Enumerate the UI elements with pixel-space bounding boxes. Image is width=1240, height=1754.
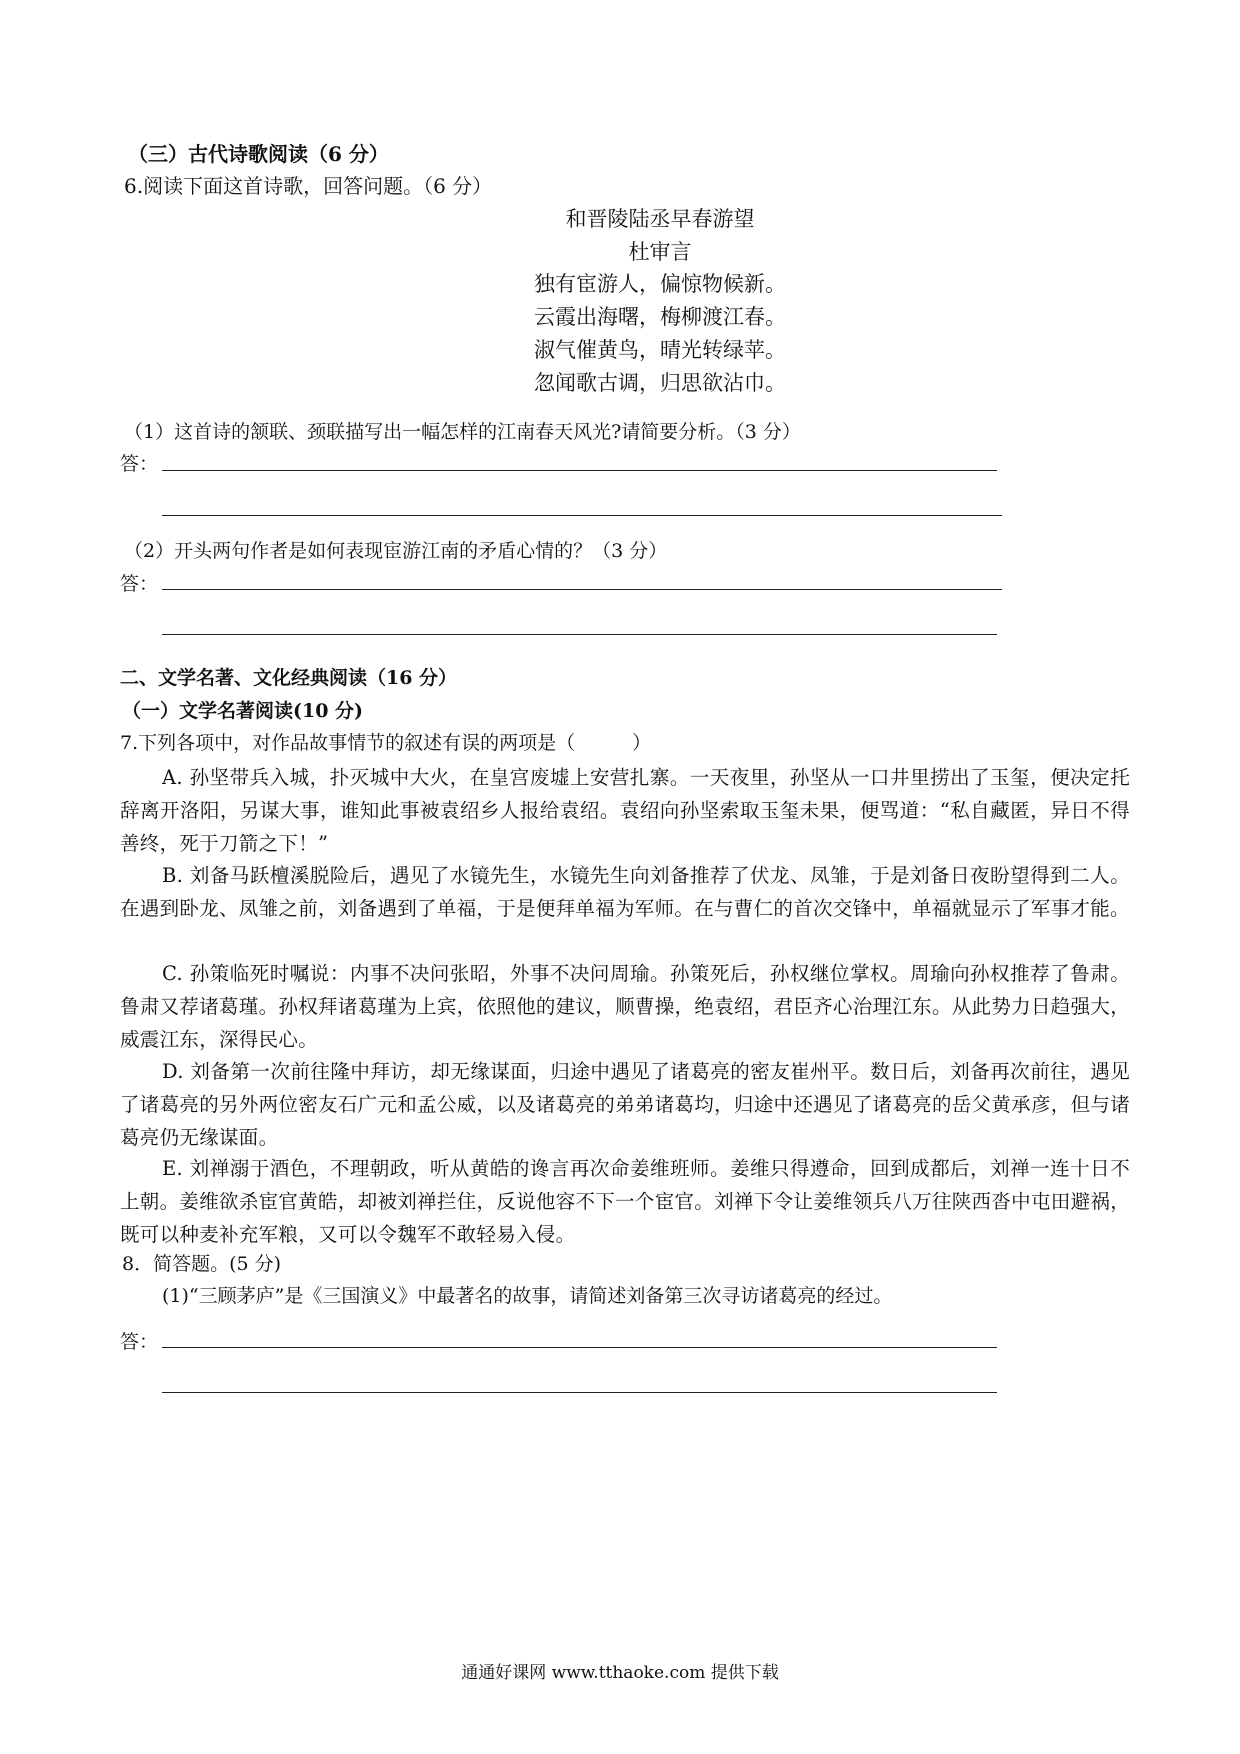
option-d: D. 刘备第一次前往隆中拜访，却无缘谋面，归途中遇见了诸葛亮的密友崔州平。数日后，刘备再次前往，遇见了诸葛亮的另外两位密友石广元和孟公威，以及诸葛亮的弟弟诸葛均，归途中还遇见了诸葛亮的岳父黄承彦，但与诸葛亮仍无缘谋面。 bbox=[120, 1060, 1130, 1149]
question-7: 7.下列各项中，对作品故事情节的叙述有误的两项是（ ） bbox=[120, 732, 652, 754]
answer-label: 答： bbox=[120, 1331, 159, 1353]
answer-line bbox=[162, 470, 997, 471]
section-heading: （三）古代诗歌阅读（6 分） bbox=[128, 142, 389, 166]
question-6-2: （2）开头两句作者是如何表现宦游江南的矛盾心情的？（3 分） bbox=[124, 540, 668, 562]
subsection-heading: （一）文学名著阅读(10 分) bbox=[122, 700, 364, 722]
poem-line: 独有宦游人，偏惊物候新。 bbox=[534, 272, 786, 296]
part-heading: 二、文学名著、文化经典阅读（16 分） bbox=[120, 667, 458, 689]
option-e: E. 刘禅溺于酒色，不理朝政，听从黄皓的谗言再次命姜维班师。姜维只得遵命，回到成都后，刘禅一连十日不上朝。姜维欲杀宦官黄皓，却被刘禅拦住，反说他容不下一个宦官。刘禅下令让姜维领兵八万往陕西沓中屯田避祸，既可以种麦补充军粮，又可以令魏军不敢轻易入侵。 bbox=[120, 1157, 1130, 1246]
question-8-1: (1)“三顾茅庐”是《三国演义》中最著名的故事，请简述刘备第三次寻访诸葛亮的经过。 bbox=[162, 1285, 893, 1307]
poem-line: 淑气催黄鸟，晴光转绿苹。 bbox=[534, 338, 786, 362]
answer-line bbox=[162, 589, 1002, 590]
answer-line bbox=[162, 515, 1002, 516]
answer-label: 答： bbox=[120, 573, 159, 595]
poem-line: 忽闻歌古调，归思欲沾巾。 bbox=[534, 371, 786, 395]
question-6: 6.阅读下面这首诗歌，回答问题。（6 分） bbox=[124, 174, 493, 198]
option-c: C. 孙策临死时嘱说：内事不决问张昭，外事不决问周瑜。孙策死后，孙权继位掌权。周瑜向孙权推荐了鲁肃。鲁肃又荐诸葛瑾。孙权拜诸葛瑾为上宾，依照他的建议，顺曹操，绝袁绍，君臣齐心治理江东。从此势力日趋强大，威震江东，深得民心。 bbox=[120, 962, 1130, 1051]
answer-line bbox=[162, 1392, 997, 1393]
answer-label: 答： bbox=[120, 453, 159, 475]
answer-line bbox=[162, 634, 997, 635]
question-8: 8．简答题。(5 分) bbox=[122, 1253, 282, 1275]
page-footer: 通通好课网 www.tthaoke.com 提供下载 bbox=[461, 1663, 779, 1683]
poem-line: 云霞出海曙，梅柳渡江春。 bbox=[534, 305, 786, 329]
question-6-1: （1）这首诗的颔联、颈联描写出一幅怎样的江南春天风光?请简要分析。（3 分） bbox=[124, 421, 801, 443]
answer-line bbox=[162, 1347, 997, 1348]
option-a: A. 孙坚带兵入城，扑灭城中大火，在皇宫废墟上安营扎寨。一天夜里，孙坚从一口井里捞出了玉玺，便决定托辞离开洛阳，另谋大事，谁知此事被袁绍乡人报给袁绍。袁绍向孙坚索取玉玺未果，便骂道：“私自藏匿，异日不得善终，死于刀箭之下！” bbox=[120, 766, 1130, 855]
poem-title: 和晋陵陆丞早春游望 bbox=[565, 207, 755, 231]
poem-author: 杜审言 bbox=[628, 240, 692, 264]
option-b: B. 刘备马跃檀溪脱险后，遇见了水镜先生，水镜先生向刘备推荐了伏龙、凤雏，于是刘备日夜盼望得到二人。在遇到卧龙、凤雏之前，刘备遇到了单福，于是便拜单福为军师。在与曹仁的首次交锋中，单福就显示了军事才能。 bbox=[120, 864, 1130, 920]
